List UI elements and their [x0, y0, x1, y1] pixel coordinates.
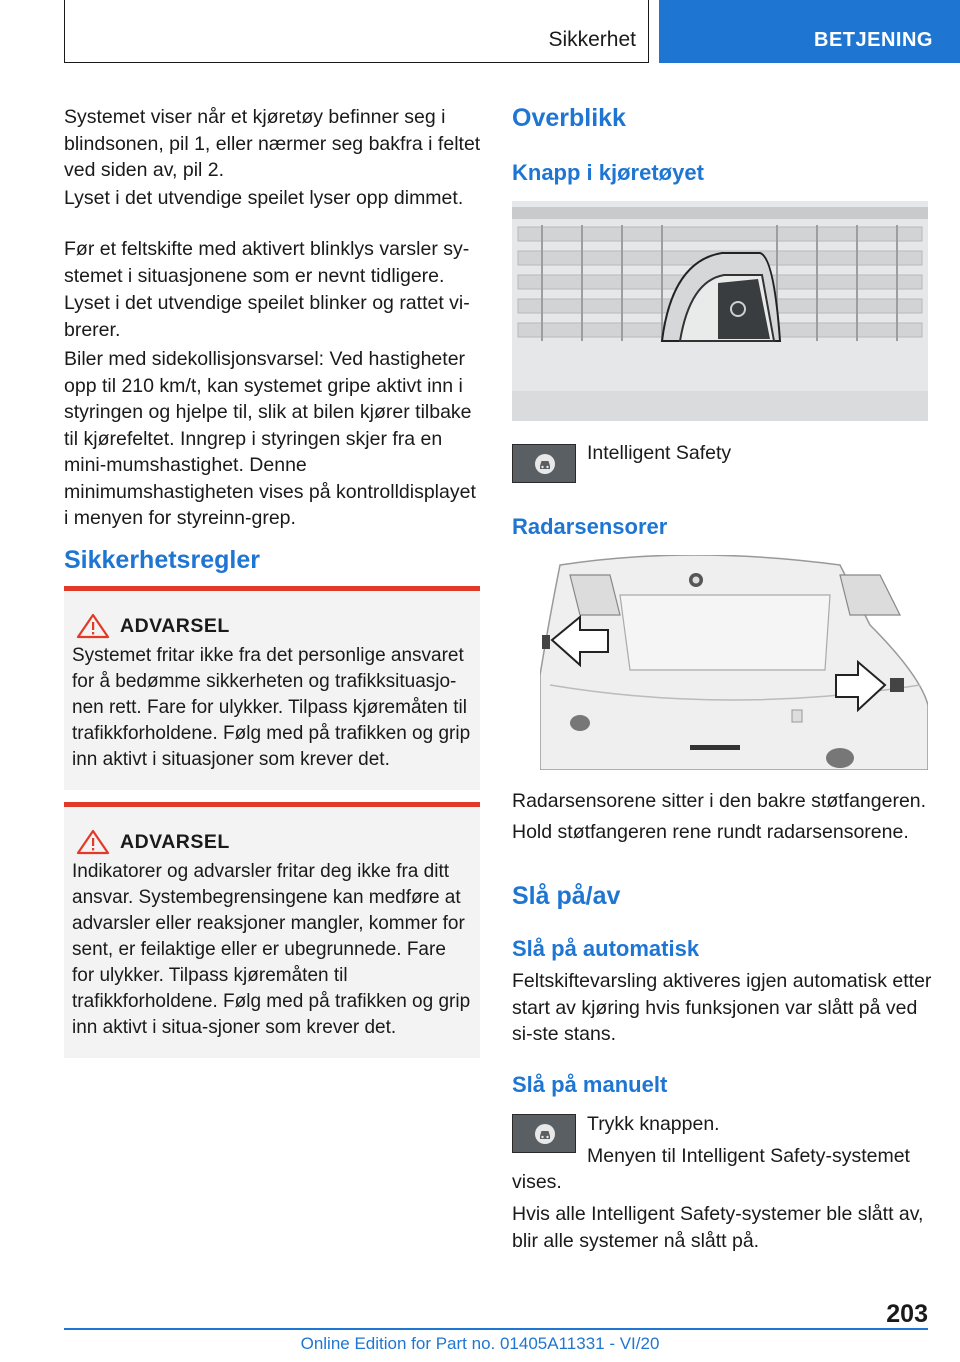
paragraph-side-collision: Biler med sidekollisjonsvarsel: Ved hastigheter opp til 210 km/t, kan systemet gripe aktivt inn i styringen og hjelpe til, slik at bilen kjører tilbake til kjørefeltet. Inngrep i styringen skjer fra en mini-mumshastighet. Denne minimumshastigheten vises på kontrolldisplayet i menyen for styreinn-grep.: [64, 348, 476, 529]
heading-manual-on: Slå på manuelt: [512, 1072, 668, 1097]
warning-box-2: [64, 802, 480, 1058]
warning-title: ADVARSEL: [120, 614, 230, 637]
heading-radar-sensors: Radarsensorer: [512, 514, 668, 539]
paragraph-radar-clean: Hold støtfangeren rene rundt radarsensorene.: [512, 821, 909, 843]
warning-box-1: [64, 586, 480, 790]
header-chapter-tab: BETJENING: [659, 0, 960, 63]
intelligent-safety-button-icon: [531, 451, 559, 477]
paragraph-mirror-dimmed: Lyset i det utvendige speilet lyser opp dimmet.: [64, 187, 464, 209]
footer-edition: Online Edition for Part no. 01405A11331 - VI/20: [300, 1334, 660, 1353]
header-section-title: Sikkerhet: [548, 28, 636, 51]
button-panel-illustration: [512, 201, 928, 421]
intelligent-safety-button-image: [512, 444, 576, 483]
intelligent-safety-button-image-2: [512, 1114, 576, 1153]
heading-button-in-vehicle: Knapp i kjøretøyet: [512, 160, 704, 185]
heading-overview: Overblikk: [512, 104, 626, 132]
paragraph-radar-location: Radarsensorene sitter i den bakre støtfangeren.: [512, 790, 927, 812]
intelligent-safety-button-icon: [531, 1121, 559, 1147]
heading-on-off: Slå på/av: [512, 882, 621, 910]
paragraph-press-button: Trykk knappen.: [587, 1113, 720, 1135]
radar-sensors-illustration: [540, 555, 928, 770]
header-section-box: [64, 0, 649, 63]
paragraph-auto-on: Feltskiftevarsling aktiveres igjen automatisk etter start av kjøring hvis funksjonen var slått på ved si-ste stans.: [512, 970, 932, 1045]
button-caption: Intelligent Safety: [587, 442, 732, 464]
heading-auto-on: Slå på automatisk: [512, 936, 700, 961]
warning-title: ADVARSEL: [120, 830, 230, 853]
warning-triangle-icon: [76, 829, 110, 855]
paragraph-mirror-flash: Lyset i det utvendige speilet blinker og rattet vi-brerer.: [64, 292, 470, 341]
paragraph-lane-change: Før et feltskifte med aktivert blinklys varsler sy-stemet i situasjonene som er nevnt tidligere.: [64, 238, 470, 287]
warning-triangle-icon: [76, 613, 110, 639]
heading-safety-rules: Sikkerhetsregler: [64, 546, 260, 574]
paragraph-menu-shown-a: Menyen til Intelligent Safety-systemet: [587, 1145, 910, 1167]
paragraph-all-systems-on: Hvis alle Intelligent Safety-systemer ble slått av, blir alle systemer nå slått på.: [512, 1203, 924, 1252]
paragraph-menu-shown-b: vises.: [512, 1171, 562, 1193]
footer-divider: [64, 1328, 928, 1330]
warning-text: Systemet fritar ikke fra det personlige ansvaret for å bedømme sikkerheten og trafikksituasjo-nen rett. Fare for ulykker. Tilpass kjøremåten til trafikkforholdene. Følg med på trafikken og grip inn aktivt i situasjoner som krever det.: [72, 645, 471, 770]
warning-text: Indikatorer og advarsler fritar deg ikke fra ditt ansvar. Systembegrensingene kan medføre at advarsler eller reaksjoner mangler, kommer for sent, er feilaktige eller er ubegrunnede. Fare for ulykker. Tilpass kjøremåten til trafikkforholdene. Følg med på trafikken og grip inn aktivt i situa-sjoner som krever det.: [72, 861, 471, 1038]
page-number: 203: [886, 1300, 928, 1328]
paragraph-blindspot: Systemet viser når et kjøretøy befinner seg i blindsonen, pil 1, eller nærmer seg bakfra i feltet ved siden av, pil 2.: [64, 106, 481, 181]
